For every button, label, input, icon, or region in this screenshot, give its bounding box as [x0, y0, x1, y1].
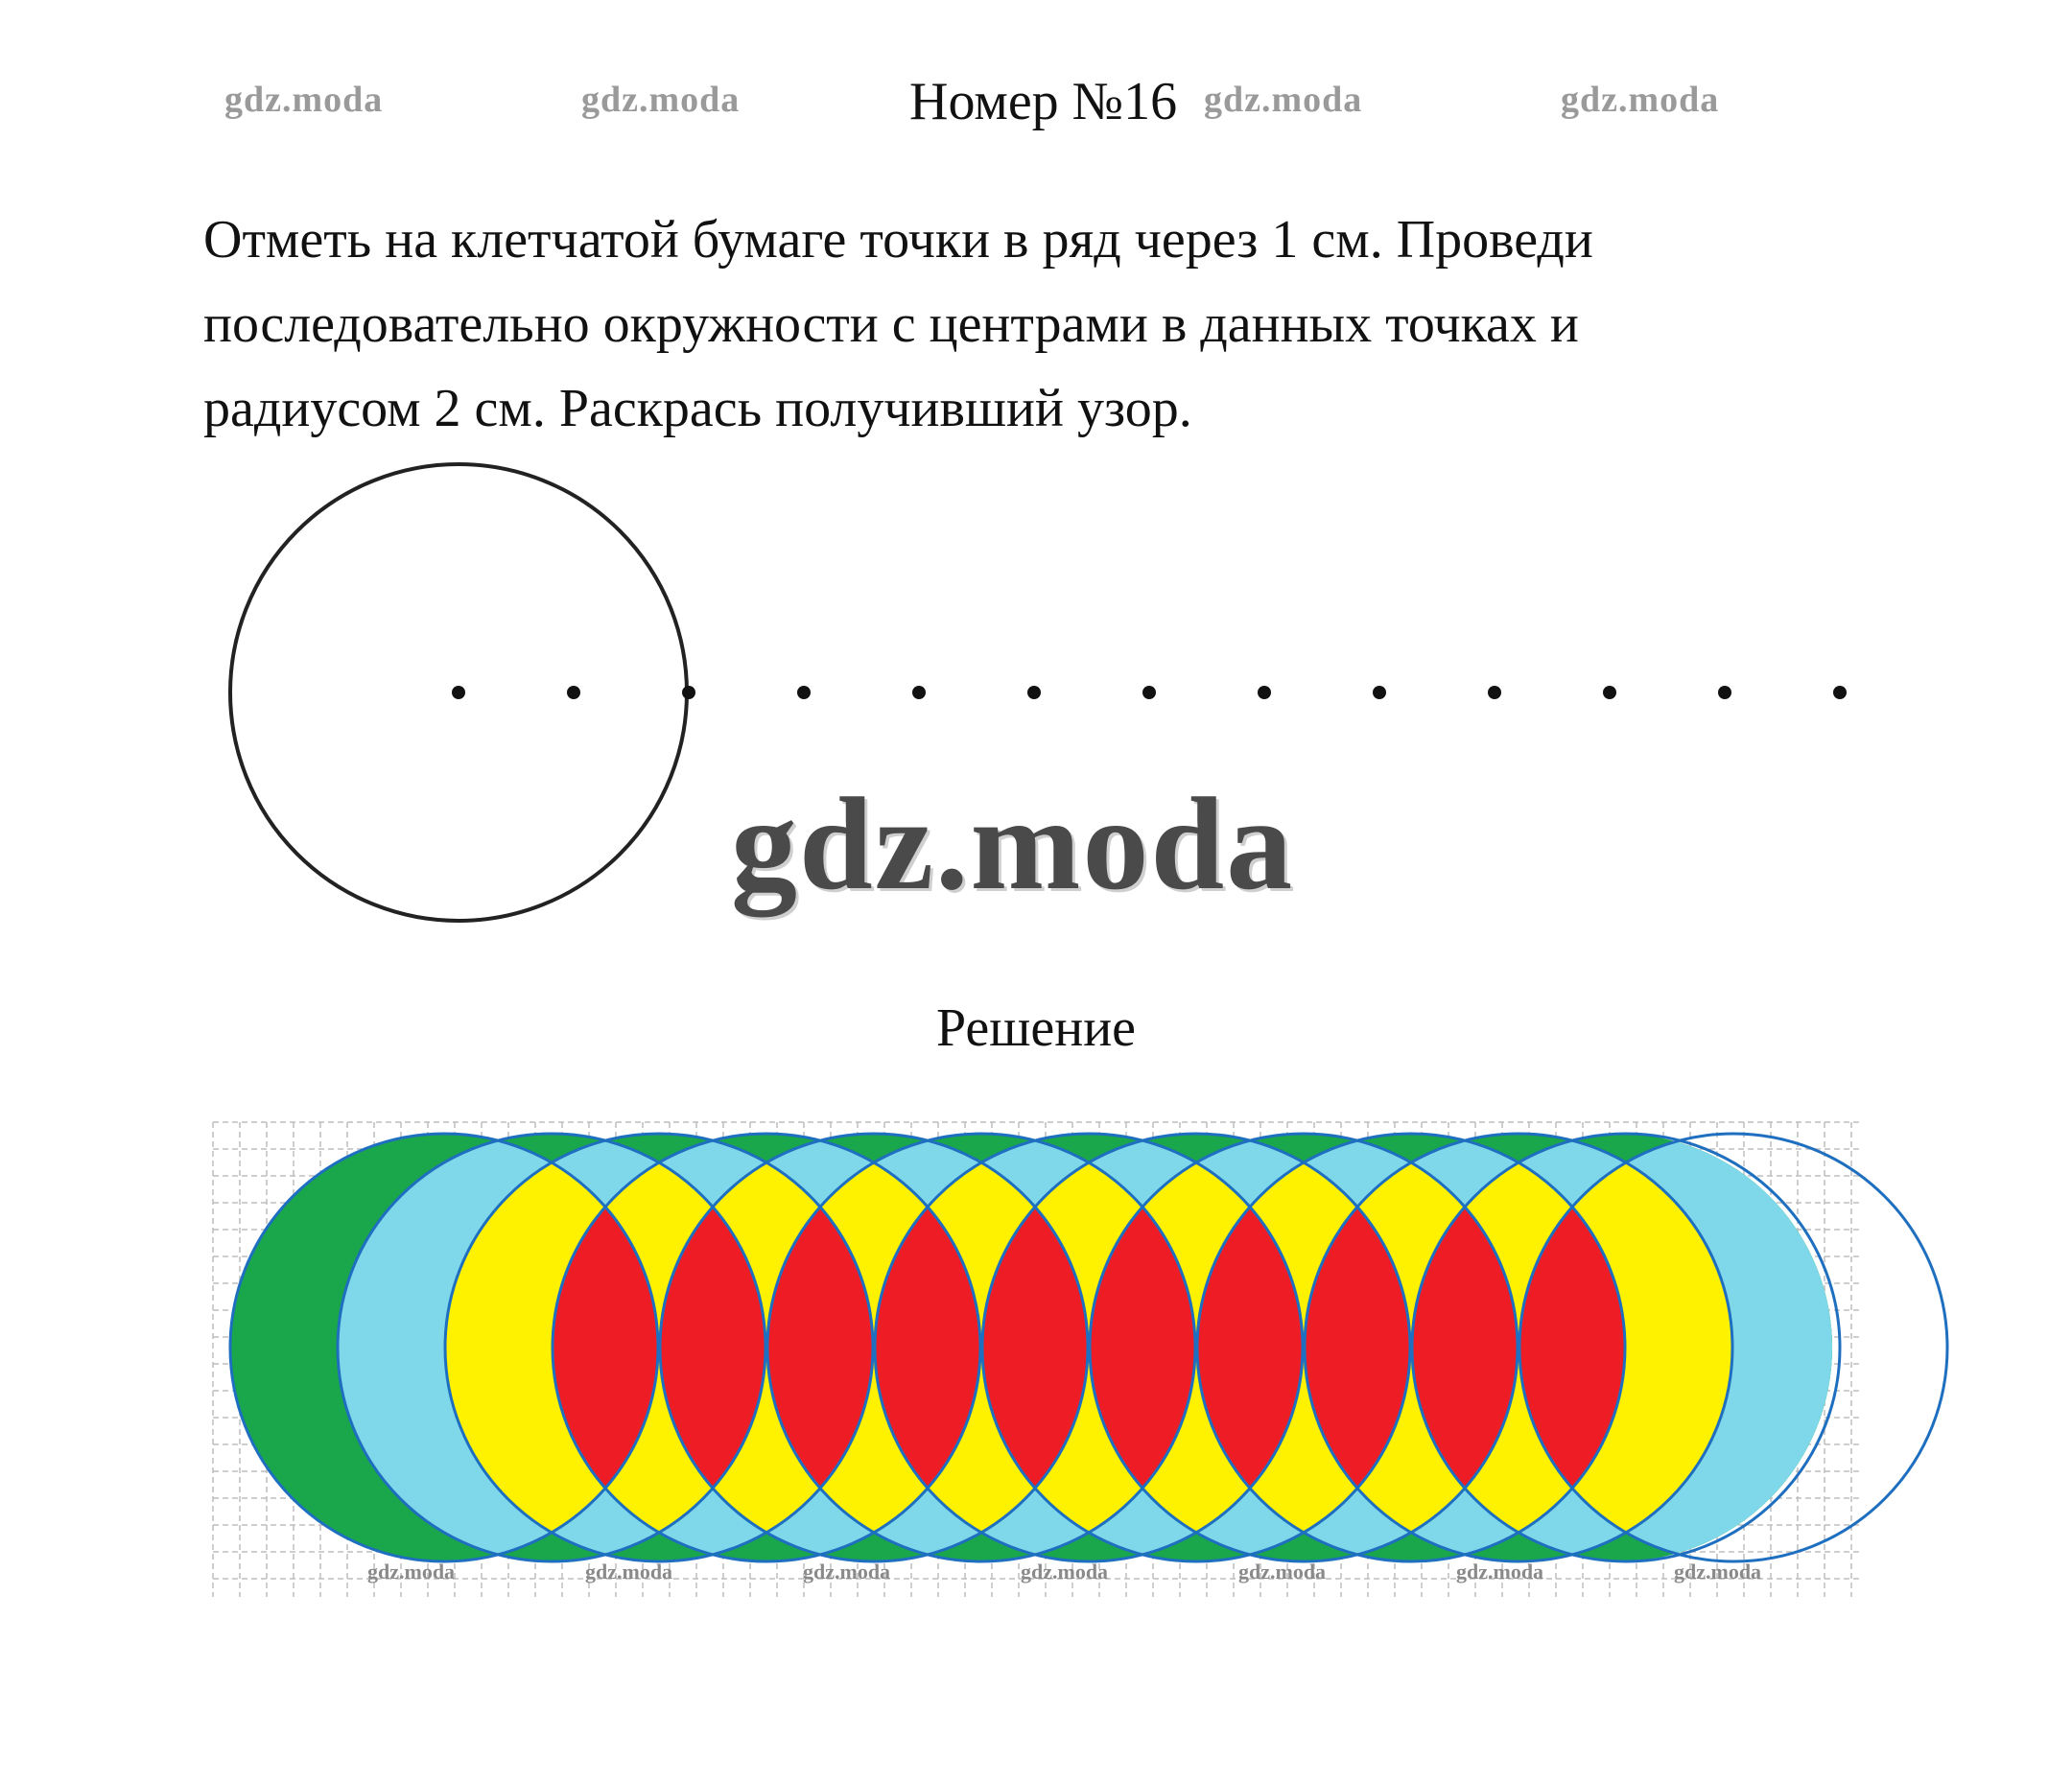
- solution-title: Решение: [935, 998, 1137, 1058]
- watermark-top-3: gdz.moda: [1204, 80, 1363, 120]
- task-line-1: Отметь на клетчатой бумаге точки в ряд через 1 см. Проведи: [203, 210, 1593, 270]
- dot: [1027, 686, 1041, 699]
- dot: [567, 686, 580, 699]
- watermark-bottom-6: gdz.moda: [1456, 1560, 1544, 1584]
- watermark-top-4: gdz.moda: [1561, 80, 1720, 120]
- watermark-bottom-4: gdz.moda: [1021, 1560, 1109, 1584]
- task-text: [203, 198, 1882, 451]
- dot: [1603, 686, 1616, 699]
- dot: [1718, 686, 1731, 699]
- watermark-bottom-1: gdz.moda: [367, 1560, 456, 1584]
- dot: [1373, 686, 1386, 699]
- dot: [1258, 686, 1271, 699]
- watermark-bottom-2: gdz.moda: [585, 1560, 673, 1584]
- watermark-bottom-5: gdz.moda: [1238, 1560, 1327, 1584]
- dot: [452, 686, 465, 699]
- dot: [1488, 686, 1501, 699]
- dot: [1833, 686, 1847, 699]
- page-title: Номер №16: [909, 72, 1178, 131]
- watermark-bottom-7: gdz.moda: [1674, 1560, 1762, 1584]
- watermark-bottom-3: gdz.moda: [803, 1560, 891, 1584]
- dot: [682, 686, 695, 699]
- task-line-3: радиусом 2 см. Раскрась получивший узор.: [203, 379, 1192, 438]
- watermark-top-2: gdz.moda: [581, 80, 741, 120]
- dot: [1142, 686, 1156, 699]
- big-watermark: gdz.moda: [731, 770, 1295, 917]
- task-line-2: последовательно окружности с центрами в данных точках и: [203, 294, 1579, 354]
- solution-figure: [0, 1103, 2072, 1602]
- dot: [797, 686, 811, 699]
- example-dots: [452, 686, 1847, 699]
- watermark-top-1: gdz.moda: [224, 80, 384, 120]
- dot: [912, 686, 926, 699]
